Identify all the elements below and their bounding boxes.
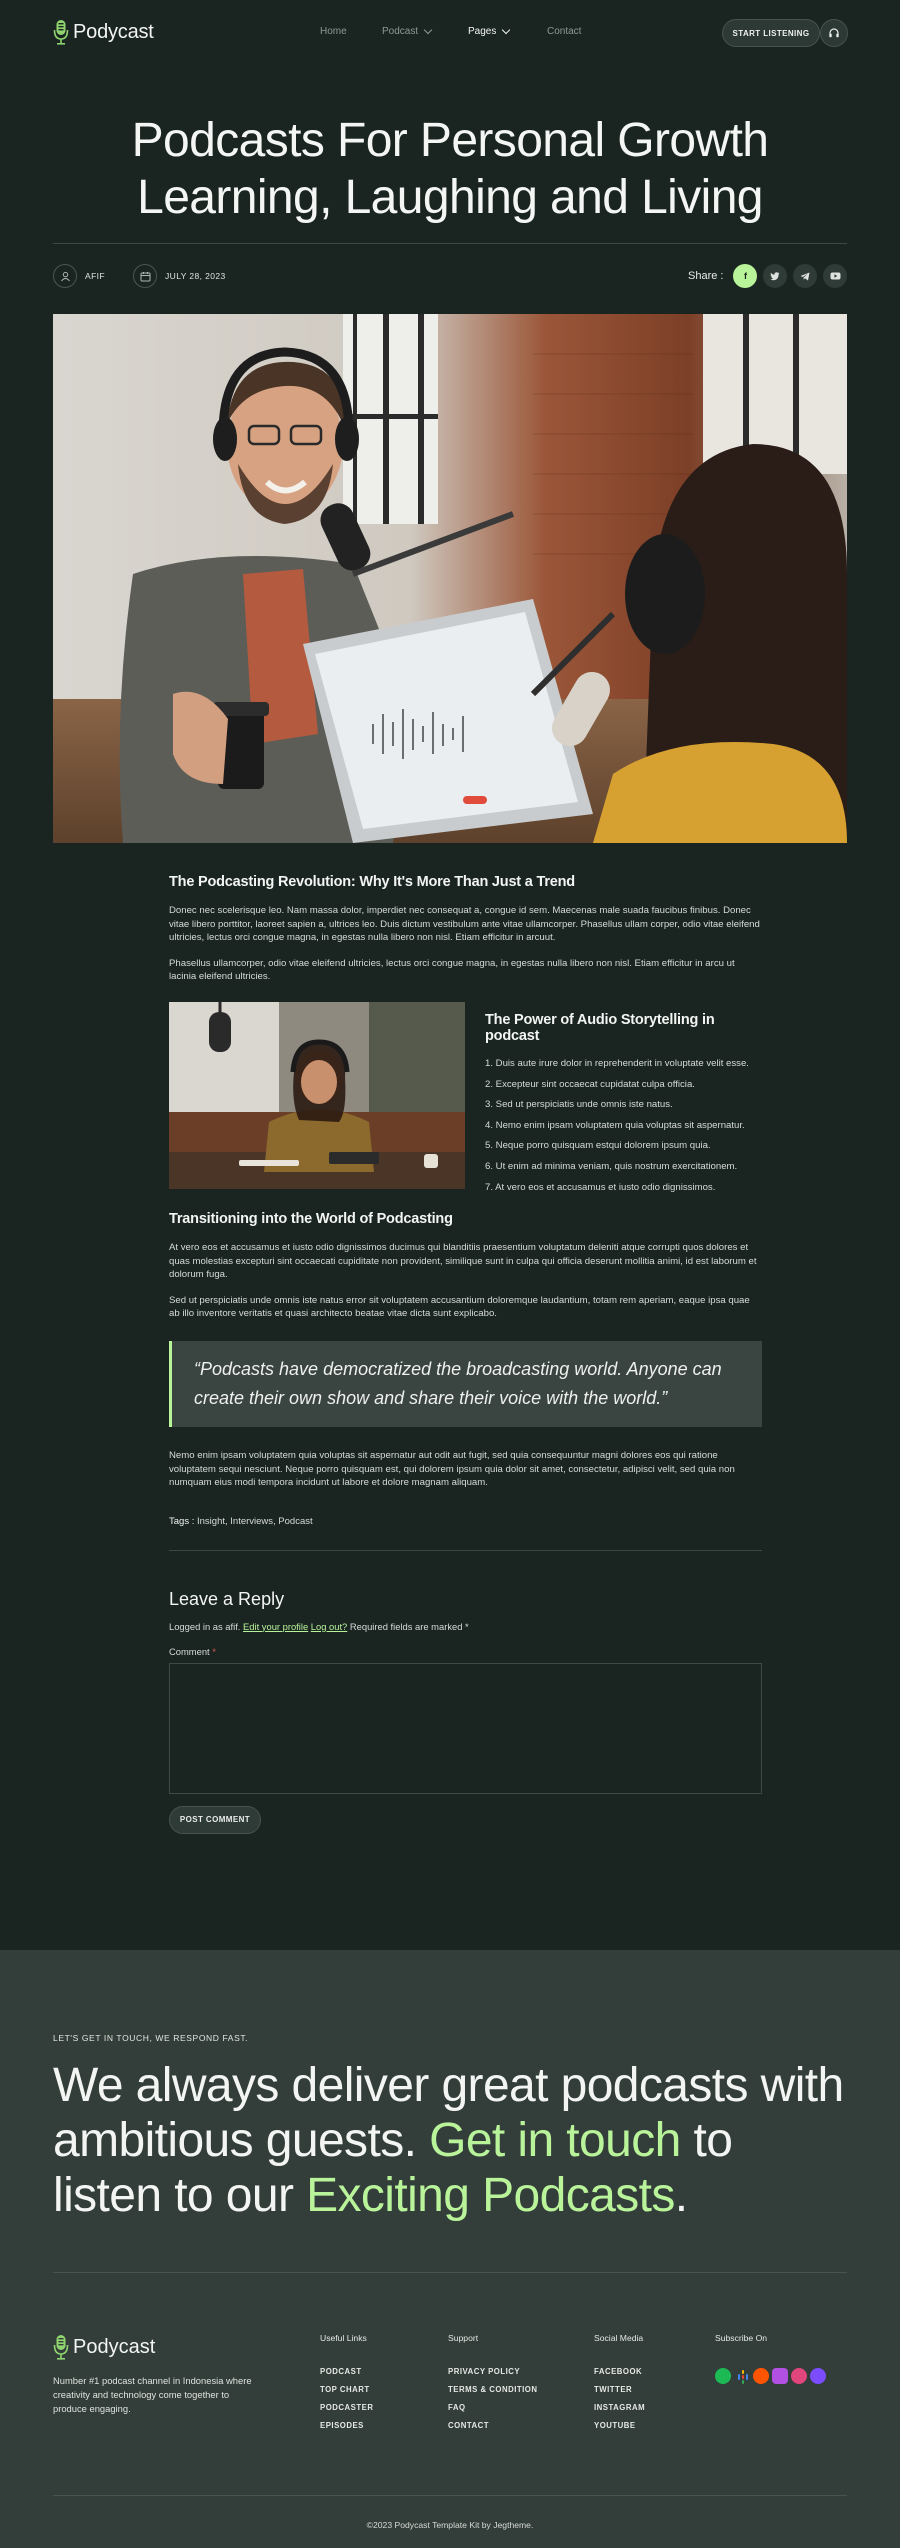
twitter-icon[interactable] bbox=[763, 264, 787, 288]
logged-in-text: Logged in as afif. bbox=[169, 1620, 241, 1632]
footer-col-support bbox=[448, 2333, 538, 2439]
list-item: 2. Excepteur sint occaecat cupidatat culpa officia. bbox=[485, 1078, 695, 1090]
footer-col-title: Subscribe On bbox=[715, 2333, 768, 2343]
castbox-icon[interactable] bbox=[810, 2368, 826, 2384]
site-logo[interactable] bbox=[53, 19, 154, 45]
article-body bbox=[169, 874, 762, 1834]
hero-podcast-photo bbox=[53, 314, 847, 843]
footer-link[interactable]: FAQ bbox=[448, 2403, 466, 2412]
footer-headline bbox=[53, 2058, 853, 2223]
footer-bottom-divider bbox=[53, 2495, 847, 2496]
list-item: 1. Duis aute irure dolor in reprehenderit in voluptate velit esse. bbox=[485, 1057, 749, 1069]
paragraph: Donec nec scelerisque leo. Nam massa dolor, imperdiet nec consequat a, congue id sem. Maecenas male suada faucibus finibus. Donec vitae libero porttitor, laoreet sapien a, ultrices leo. Duis dictum vestibulum ante vitae ullamcorper. Phasellus ullam corper, odio vitae eleifend ultricies, lectus orci congue magna, in egestas nulla libero non nisl. Etiam efficitur in arcuut. bbox=[169, 905, 760, 944]
start-listening-button[interactable]: START LISTENING bbox=[722, 19, 820, 47]
footer-link[interactable]: EPISODES bbox=[320, 2421, 364, 2430]
footer-col-title: Support bbox=[448, 2333, 479, 2343]
nav-podcast[interactable] bbox=[382, 26, 431, 37]
headline-end: . bbox=[674, 2169, 688, 2222]
nav-home-label: Home bbox=[320, 26, 347, 37]
subscribe-platform-icons bbox=[715, 2368, 826, 2384]
footer-link[interactable]: FACEBOOK bbox=[594, 2367, 643, 2376]
logged-in-note bbox=[169, 1620, 762, 1634]
log-out-link[interactable]: Log out? bbox=[310, 1620, 348, 1632]
footer-col-social-media bbox=[594, 2333, 645, 2439]
paragraph: Sed ut perspiciatis unde omnis iste natus error sit voluptatem accusantium doloremque laudantium, totam rem aperiam, eaque ipsa quae ab illo inventore veritatis et quasi architecto beatae vitae dicta sunt explicabo. bbox=[169, 1294, 750, 1320]
headline-part-2: to listen to our bbox=[53, 2114, 733, 2222]
paragraph: Phasellus ullamcorper, odio vitae eleifend ultricies, lectus orci congue magna, in egestas nulla libero non nisl. Etiam efficitur in arcu ut lacinia eleifend ultricies. bbox=[169, 957, 735, 983]
section-heading: Transitioning into the World of Podcasting bbox=[169, 1210, 453, 1227]
comment-label bbox=[169, 1645, 762, 1659]
spotify-icon[interactable] bbox=[715, 2368, 731, 2384]
list-item: 3. Sed ut perspiciatis unde omnis iste natus. bbox=[485, 1099, 673, 1111]
post-title bbox=[0, 112, 900, 226]
woman-podcast-illustration bbox=[169, 1002, 465, 1189]
storytelling-list bbox=[485, 1054, 762, 1198]
paragraph: Nemo enim ipsam voluptatem quia voluptas sit aspernatur aut odit aut fugit, sed quia consequuntur magni dolores eos qui ratione voluptatem sequi nesciunt. Neque porro quisquam est, qui dolorem ipsum quia dolor sit amet, consectetur, adipisci velit, sed quia non numquam eius modi tempora incidunt ut labore et dolore magnam aliquam. bbox=[169, 1449, 735, 1489]
podcaster-woman-photo bbox=[169, 1002, 465, 1189]
podcast-studio-illustration bbox=[53, 314, 847, 843]
post-author[interactable]: AFIF bbox=[85, 271, 106, 281]
footer-divider bbox=[53, 2272, 847, 2273]
footer-link[interactable]: CONTACT bbox=[448, 2421, 490, 2430]
storytelling-block bbox=[485, 1012, 762, 1198]
headphones-icon bbox=[828, 27, 840, 39]
footer-link[interactable]: TWITTER bbox=[594, 2385, 633, 2394]
post-title-line-2: Learning, Laughing and Living bbox=[137, 171, 763, 224]
nav-pages-label: Pages bbox=[468, 26, 497, 37]
headline-part-1: We always deliver great podcasts with ambitious guests. bbox=[53, 2059, 844, 2167]
footer-description: Number #1 podcast channel in Indonesia where creativity and technology come together to produce engaging. bbox=[53, 2375, 252, 2414]
title-divider bbox=[53, 243, 847, 244]
nav-home[interactable] bbox=[320, 26, 347, 37]
footer-link[interactable]: PODCASTER bbox=[320, 2403, 374, 2412]
nav-contact-label: Contact bbox=[547, 26, 582, 37]
required-fields-note: Required fields are marked * bbox=[349, 1620, 469, 1632]
footer-link[interactable]: PRIVACY POLICY bbox=[448, 2367, 521, 2376]
telegram-icon[interactable] bbox=[793, 264, 817, 288]
reply-title: Leave a Reply bbox=[169, 1588, 285, 1609]
tag-links[interactable]: Insight, Interviews, Podcast bbox=[197, 1515, 313, 1527]
post-title-line-1: Podcasts For Personal Growth bbox=[131, 114, 769, 167]
logo-text: Podycast bbox=[73, 20, 154, 43]
author-icon bbox=[53, 264, 77, 288]
podcast-addict-icon[interactable] bbox=[791, 2368, 807, 2384]
post-tags bbox=[169, 1516, 762, 1527]
nav-pages[interactable] bbox=[468, 26, 509, 37]
footer-logo[interactable] bbox=[53, 2334, 155, 2360]
footer-col-title: Social Media bbox=[594, 2333, 644, 2343]
footer-link[interactable]: PODCAST bbox=[320, 2367, 362, 2376]
footer-link[interactable]: YOUTUBE bbox=[594, 2421, 636, 2430]
section-heading: The Podcasting Revolution: Why It's More Than Just a Trend bbox=[169, 874, 575, 890]
footer-logo-text: Podycast bbox=[73, 2335, 156, 2358]
paragraph: At vero eos et accusamus et iusto odio dignissimos ducimus qui blanditiis praesentium voluptatum deleniti atque corrupti quos dolores et quas molestias excepturi sint occaecati cupiditate non provident, similique sunt in culpa qui officia deserunt mollitia animi, id est laborum et dolorum fuga. bbox=[169, 1241, 757, 1281]
facebook-icon[interactable]: f bbox=[733, 264, 757, 288]
footer-kicker: LET'S GET IN TOUCH, WE RESPOND FAST. bbox=[53, 2033, 249, 2043]
post-comment-button[interactable]: POST COMMENT bbox=[169, 1806, 261, 1834]
soundcloud-icon[interactable] bbox=[753, 2368, 769, 2384]
list-item: 6. Ut enim ad minima veniam, quis nostrum exercitationem. bbox=[485, 1160, 738, 1172]
list-item: 5. Neque porro quisquam estqui dolorem ipsum quia. bbox=[485, 1140, 711, 1152]
chevron-down-icon bbox=[502, 26, 510, 34]
footer-link[interactable]: TOP CHART bbox=[320, 2385, 370, 2394]
post-date: JULY 28, 2023 bbox=[165, 271, 226, 281]
share-bar bbox=[688, 264, 847, 288]
list-item: 7. At vero eos et accusamus et iusto odio dignissimos. bbox=[485, 1181, 716, 1193]
edit-profile-link[interactable]: Edit your profile bbox=[243, 1620, 309, 1632]
headphones-button[interactable] bbox=[820, 19, 848, 47]
footer-link[interactable]: INSTAGRAM bbox=[594, 2403, 646, 2412]
list-item: 4. Nemo enim ipsam voluptatem quia voluptas sit aspernatur. bbox=[485, 1119, 745, 1131]
calendar-icon bbox=[133, 264, 157, 288]
microphone-logo-icon bbox=[53, 19, 69, 45]
site-header bbox=[0, 0, 900, 64]
microphone-logo-icon bbox=[53, 2334, 69, 2360]
tags-label: Tags : bbox=[169, 1515, 195, 1527]
youtube-icon[interactable] bbox=[823, 264, 847, 288]
chevron-down-icon bbox=[424, 26, 432, 34]
nav-podcast-label: Podcast bbox=[382, 26, 419, 37]
comment-label-text: Comment bbox=[169, 1646, 210, 1658]
site-footer bbox=[0, 1950, 900, 2548]
footer-col-title: Useful Links bbox=[320, 2333, 367, 2343]
comment-textarea[interactable] bbox=[169, 1663, 762, 1794]
post-meta bbox=[53, 264, 226, 288]
blockquote bbox=[169, 1341, 762, 1427]
quote-text: “Podcasts have democratized the broadcasting world. Anyone can create their own show and share their voice with the world.” bbox=[194, 1358, 722, 1408]
footer-link[interactable]: TERMS & CONDITION bbox=[448, 2385, 538, 2394]
apple-podcasts-icon[interactable] bbox=[772, 2368, 788, 2384]
footer-col-subscribe bbox=[715, 2333, 767, 2367]
copyright: ©2023 Podycast Template Kit by Jegtheme. bbox=[366, 2520, 534, 2530]
nav-contact[interactable] bbox=[547, 26, 581, 37]
section-divider bbox=[169, 1550, 762, 1551]
share-label: Share : bbox=[688, 270, 724, 282]
section-heading: The Power of Audio Storytelling in podcast bbox=[485, 1011, 715, 1044]
required-mark: * bbox=[212, 1646, 216, 1658]
exciting-podcasts-link[interactable]: Exciting Podcasts bbox=[306, 2169, 675, 2222]
google-podcasts-icon[interactable] bbox=[734, 2368, 750, 2384]
footer-col-useful-links bbox=[320, 2333, 373, 2439]
get-in-touch-link[interactable]: Get in touch bbox=[429, 2114, 681, 2167]
